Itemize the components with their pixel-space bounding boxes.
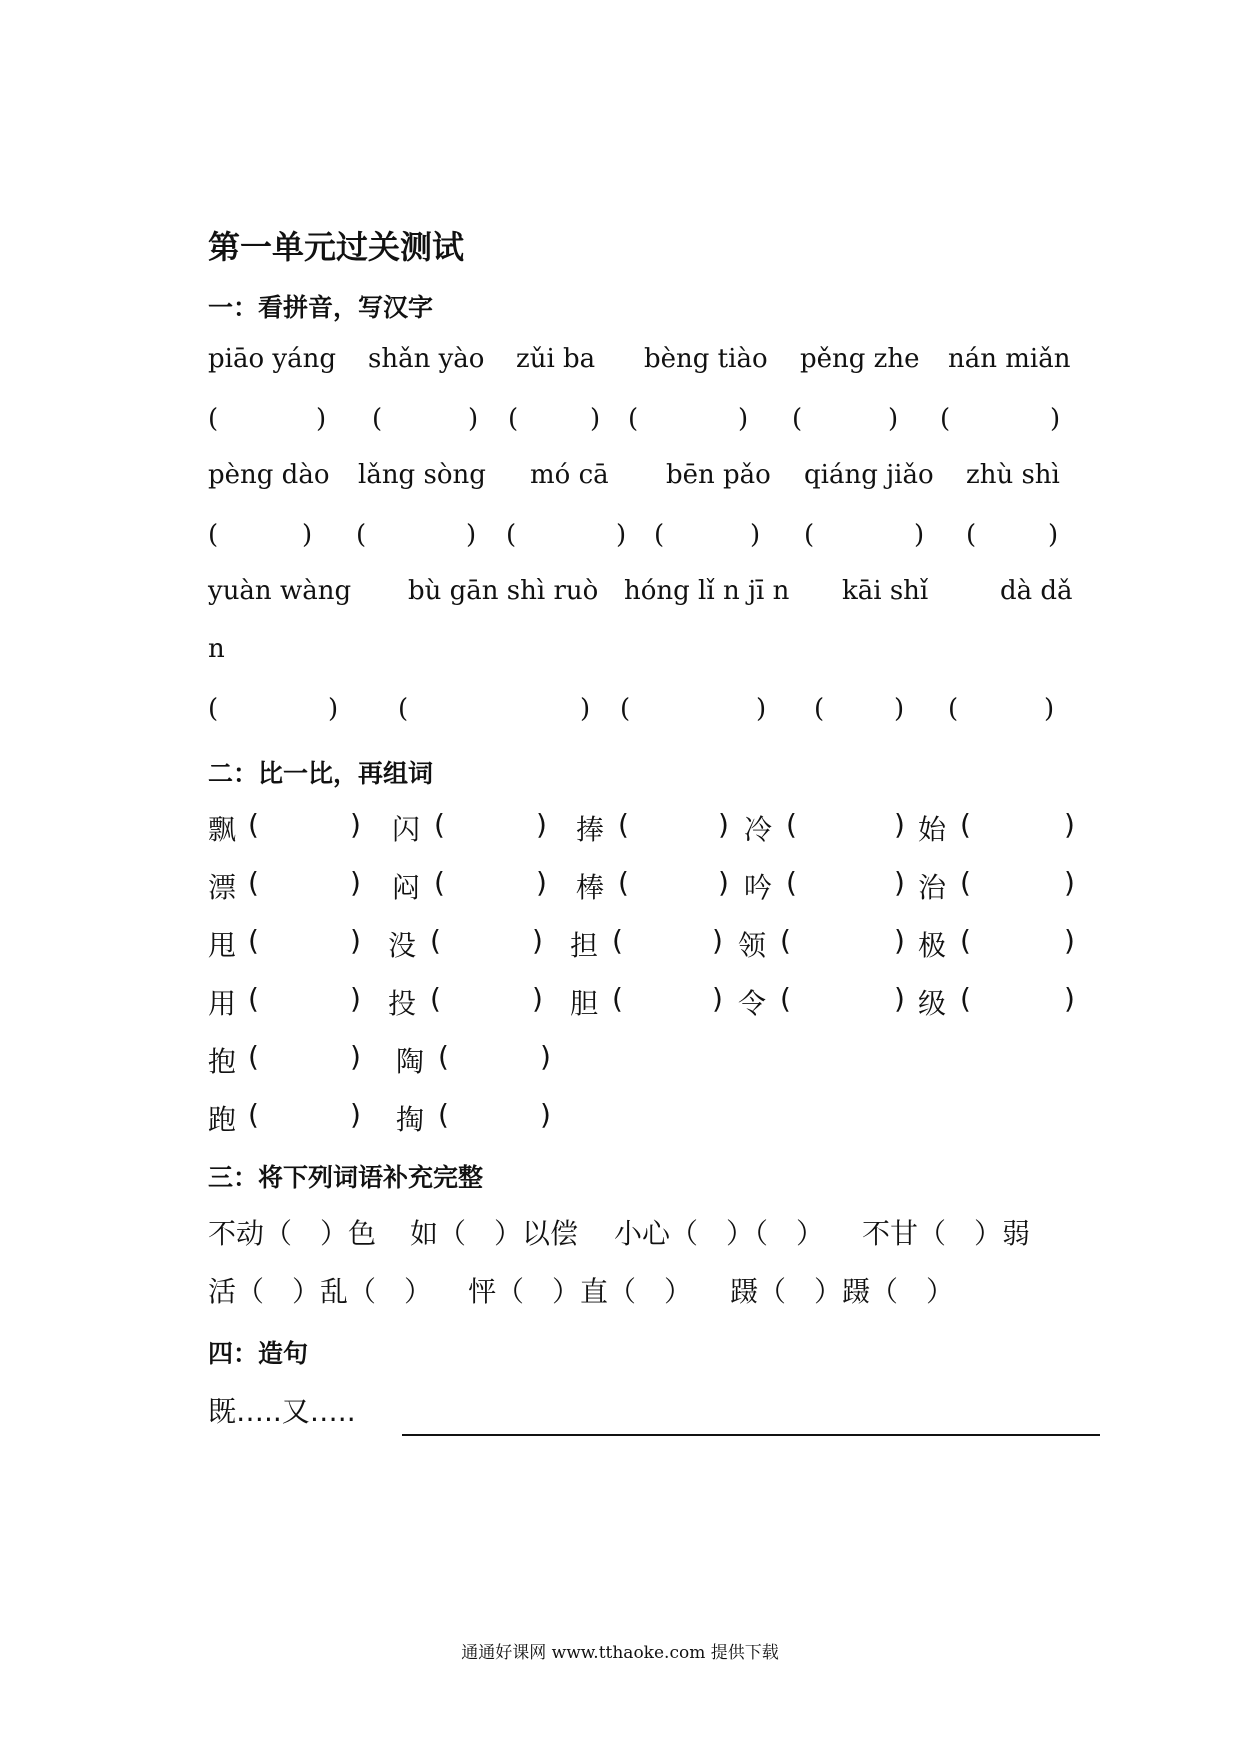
compare-paren-close: ): [536, 808, 547, 841]
compare-char: 跑: [208, 1103, 237, 1136]
answer-paren-open: (: [620, 694, 631, 724]
answer-paren-close: ): [580, 694, 591, 724]
pinyin-item: lǎng sòng: [358, 460, 486, 490]
pinyin-item: dà dǎ: [1000, 576, 1073, 606]
compare-char: 投: [388, 987, 417, 1020]
answer-paren-close: ): [756, 694, 767, 724]
compare-char: 捧: [576, 813, 605, 846]
pinyin-item: qiáng jiǎo: [804, 460, 934, 490]
answer-paren-close: ): [750, 520, 761, 550]
pinyin-item: pěng zhe: [800, 344, 920, 374]
compare-char: 极: [918, 929, 947, 962]
compare-paren-close: ): [350, 1098, 361, 1131]
pinyin-item-wrap: n: [208, 634, 225, 664]
compare-paren-close: ): [894, 982, 905, 1015]
compare-paren-close: ): [1064, 866, 1075, 899]
compare-char: 抱: [208, 1045, 237, 1078]
pinyin-item: pèng dào: [208, 460, 330, 490]
compare-paren-close: ): [894, 808, 905, 841]
answer-paren-open: (: [398, 694, 409, 724]
pinyin-item: nán miǎn: [948, 344, 1071, 374]
compare-paren-open: (: [430, 924, 441, 957]
answer-paren-close: ): [466, 520, 477, 550]
pinyin-item: bù gān shì ruò: [408, 576, 599, 606]
compare-paren-close: ): [540, 1098, 551, 1131]
compare-paren-close: ): [350, 866, 361, 899]
answer-paren-close: ): [1044, 694, 1055, 724]
idiom-blank: 蹑（ ）蹑（ ）: [730, 1275, 955, 1308]
compare-paren-open: (: [960, 808, 971, 841]
compare-paren-close: ): [718, 808, 729, 841]
pinyin-item: bēn pǎo: [666, 460, 771, 490]
compare-paren-open: (: [248, 1098, 259, 1131]
compare-paren-open: (: [780, 982, 791, 1015]
compare-paren-open: (: [786, 808, 797, 841]
answer-paren-open: (: [948, 694, 959, 724]
compare-paren-close: ): [532, 982, 543, 1015]
answer-paren-close: ): [1048, 520, 1059, 550]
compare-paren-open: (: [430, 982, 441, 1015]
compare-paren-open: (: [438, 1098, 449, 1131]
compare-char: 用: [208, 987, 237, 1020]
answer-paren-close: ): [894, 694, 905, 724]
compare-paren-close: ): [894, 924, 905, 957]
compare-paren-open: (: [248, 924, 259, 957]
answer-paren-open: (: [628, 404, 639, 434]
section-heading-2: 二：比一比，再组词: [208, 759, 434, 788]
compare-char: 始: [918, 813, 947, 846]
pinyin-item: piāo yáng: [208, 344, 336, 374]
compare-char: 吟: [744, 871, 773, 904]
answer-paren-open: (: [506, 520, 517, 550]
compare-paren-open: (: [248, 808, 259, 841]
answer-paren-open: (: [508, 404, 519, 434]
compare-paren-open: (: [438, 1040, 449, 1073]
section-heading-3: 三：将下列词语补充完整: [208, 1163, 484, 1192]
compare-paren-open: (: [248, 866, 259, 899]
answer-paren-open: (: [208, 404, 219, 434]
compare-paren-close: ): [718, 866, 729, 899]
pinyin-item: bèng tiào: [644, 344, 768, 374]
compare-paren-close: ): [350, 924, 361, 957]
answer-paren-close: ): [328, 694, 339, 724]
compare-paren-open: (: [434, 808, 445, 841]
compare-char: 闪: [392, 813, 421, 846]
compare-char: 担: [570, 929, 599, 962]
answer-paren-close: ): [468, 404, 479, 434]
pinyin-item: mó cā: [530, 460, 609, 490]
compare-char: 甩: [208, 929, 237, 962]
compare-paren-close: ): [350, 808, 361, 841]
answer-paren-open: (: [966, 520, 977, 550]
compare-paren-open: (: [960, 982, 971, 1015]
idiom-blank: 小心（ ）（ ）: [614, 1217, 825, 1250]
compare-paren-open: (: [612, 982, 623, 1015]
pinyin-item: zǔi ba: [516, 344, 596, 374]
answer-paren-open: (: [356, 520, 367, 550]
idiom-blank: 怦（ ）直（ ）: [468, 1275, 693, 1308]
compare-char: 闷: [392, 871, 421, 904]
compare-char: 掏: [396, 1103, 425, 1136]
answer-paren-open: (: [208, 520, 219, 550]
compare-paren-close: ): [894, 866, 905, 899]
compare-paren-close: ): [540, 1040, 551, 1073]
compare-paren-close: ): [1064, 808, 1075, 841]
idiom-blank: 如（ ）以偿: [410, 1217, 579, 1250]
compare-char: 胆: [570, 987, 599, 1020]
compare-char: 棒: [576, 871, 605, 904]
idiom-blank: 不甘（ ）弱: [862, 1217, 1031, 1250]
compare-char: 飘: [208, 813, 237, 846]
compare-paren-close: ): [1064, 982, 1075, 1015]
compare-paren-close: ): [712, 982, 723, 1015]
section-heading-1: 一：看拼音，写汉字: [208, 293, 434, 322]
answer-paren-open: (: [792, 404, 803, 434]
section-heading-4: 四：造句: [208, 1339, 309, 1368]
pinyin-item: kāi shǐ: [842, 576, 929, 606]
answer-paren-open: (: [814, 694, 825, 724]
compare-paren-open: (: [618, 808, 629, 841]
compare-paren-open: (: [618, 866, 629, 899]
compare-paren-close: ): [532, 924, 543, 957]
idiom-blank: 不动（ ）色: [208, 1217, 377, 1250]
answer-paren-close: ): [914, 520, 925, 550]
answer-paren-open: (: [654, 520, 665, 550]
compare-paren-close: ): [712, 924, 723, 957]
page-title: 第一单元过关测试: [208, 228, 465, 266]
compare-paren-open: (: [612, 924, 623, 957]
compare-char: 漂: [208, 871, 237, 904]
page-footer: 通通好课网 www.tthaoke.com 提供下载: [461, 1643, 779, 1663]
answer-paren-open: (: [208, 694, 219, 724]
idiom-blank: 活（ ）乱（ ）: [208, 1275, 433, 1308]
pinyin-item: hóng lǐ n jī n: [624, 576, 790, 606]
compare-char: 级: [918, 987, 947, 1020]
compare-char: 没: [388, 929, 417, 962]
answer-paren-open: (: [804, 520, 815, 550]
compare-char: 领: [738, 929, 767, 962]
compare-paren-close: ): [536, 866, 547, 899]
answer-paren-close: ): [302, 520, 313, 550]
pinyin-item: zhù shì: [966, 460, 1060, 490]
compare-char: 令: [738, 987, 767, 1020]
answer-paren-close: ): [1050, 404, 1061, 434]
pinyin-item: yuàn wàng: [208, 576, 352, 606]
compare-paren-open: (: [434, 866, 445, 899]
compare-paren-open: (: [960, 866, 971, 899]
pinyin-item: shǎn yào: [368, 344, 485, 374]
answer-paren-close: ): [590, 404, 601, 434]
sentence-answer-line[interactable]: [402, 1434, 1100, 1436]
compare-paren-open: (: [786, 866, 797, 899]
answer-paren-open: (: [940, 404, 951, 434]
compare-paren-close: ): [350, 982, 361, 1015]
answer-paren-close: ): [738, 404, 749, 434]
compare-paren-open: (: [780, 924, 791, 957]
compare-char: 治: [918, 871, 947, 904]
compare-char: 陶: [396, 1045, 425, 1078]
compare-paren-open: (: [248, 982, 259, 1015]
answer-paren-close: ): [316, 404, 327, 434]
answer-paren-close: ): [616, 520, 627, 550]
compare-paren-open: (: [960, 924, 971, 957]
answer-paren-open: (: [372, 404, 383, 434]
answer-paren-close: ): [888, 404, 899, 434]
compare-paren-close: ): [1064, 924, 1075, 957]
compare-paren-close: ): [350, 1040, 361, 1073]
compare-paren-open: (: [248, 1040, 259, 1073]
sentence-prompt: 既…..又…..: [208, 1395, 356, 1428]
compare-char: 冷: [744, 813, 773, 846]
